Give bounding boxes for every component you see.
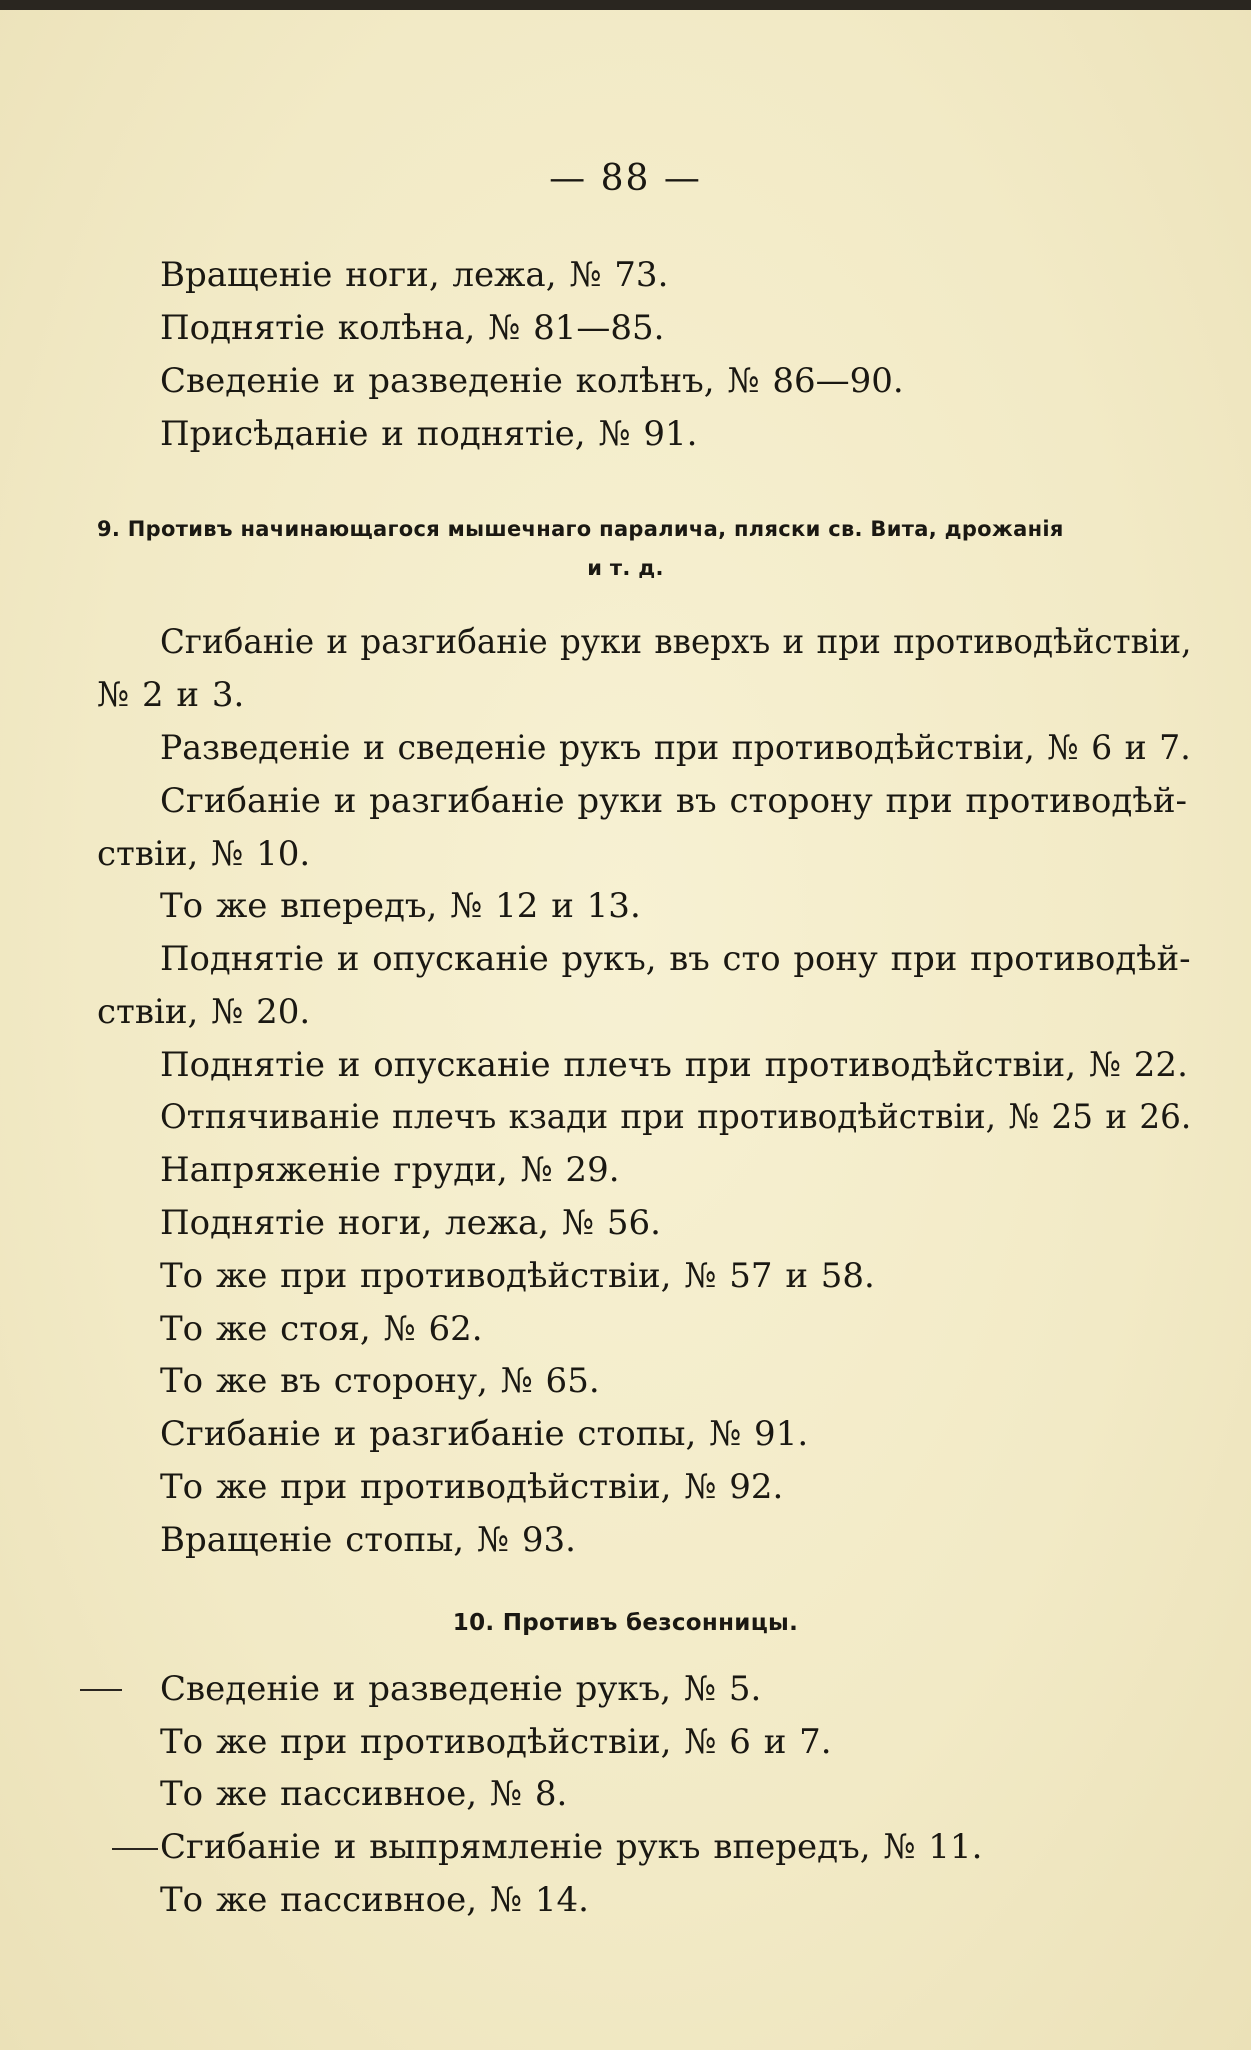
text-line: Вращеніе стопы, № 93. bbox=[160, 1520, 576, 1560]
text-line: Сведеніе и разведеніе рукъ, № 5. bbox=[160, 1669, 762, 1709]
text-line: Присѣданіе и поднятіе, № 91. bbox=[160, 414, 698, 454]
section-heading-cont: и т. д. bbox=[587, 556, 664, 580]
text-line: Напряженіе груди, № 29. bbox=[160, 1150, 620, 1190]
text-line: То же пассивное, № 14. bbox=[160, 1880, 589, 1920]
margin-mark bbox=[112, 1848, 158, 1850]
text-line: Поднятіе и опусканіе рукъ, въ сто рону при противодѣй- bbox=[160, 939, 1191, 979]
text-line: Поднятіе и опусканіе плечъ при противодѣйствіи, № 22. bbox=[160, 1045, 1188, 1085]
text-line: ствіи, № 10. bbox=[97, 834, 311, 874]
text-line: Сгибаніе и разгибаніе руки въ сторону при противодѣй- bbox=[160, 781, 1187, 821]
scan-edge bbox=[0, 0, 1251, 10]
text-line: То же въ сторону, № 65. bbox=[160, 1361, 600, 1401]
text-line: То же пассивное, № 8. bbox=[160, 1774, 568, 1814]
text-line: Поднятіе колѣна, № 81—85. bbox=[160, 308, 665, 348]
text-line: То же при противодѣйствіи, № 92. bbox=[160, 1467, 784, 1507]
section-heading: 9. Противъ начинающагося мышечнаго паралича, пляски св. Вита, дрожанія bbox=[97, 517, 1064, 541]
margin-mark bbox=[80, 1689, 122, 1691]
text-line: Сгибаніе и разгибаніе руки вверхъ и при противодѣйствіи, bbox=[160, 622, 1192, 662]
text-line: То же впередъ, № 12 и 13. bbox=[160, 886, 641, 926]
text-line: Сведеніе и разведеніе колѣнъ, № 86—90. bbox=[160, 361, 904, 401]
text-line: Разведеніе и сведеніе рукъ при противодѣйствіи, № 6 и 7. bbox=[160, 728, 1191, 768]
text-line: То же при противодѣйствіи, № 6 и 7. bbox=[160, 1722, 832, 1762]
text-line: Поднятіе ноги, лежа, № 56. bbox=[160, 1203, 661, 1243]
text-line: То же при противодѣйствіи, № 57 и 58. bbox=[160, 1256, 875, 1296]
page-number: — 88 — bbox=[549, 158, 702, 199]
section-heading: 10. Противъ безсонницы. bbox=[452, 1610, 799, 1636]
text-line: Сгибаніе и выпрямленіе рукъ впередъ, № 11. bbox=[160, 1827, 983, 1867]
text-line: Вращеніе ноги, лежа, № 73. bbox=[160, 255, 669, 295]
text-line: Отпячиваніе плечъ кзади при противодѣйствіи, № 25 и 26. bbox=[160, 1097, 1192, 1137]
text-line: Сгибаніе и разгибаніе стопы, № 91. bbox=[160, 1414, 809, 1454]
text-line: То же стоя, № 62. bbox=[160, 1309, 483, 1349]
text-line: № 2 и 3. bbox=[97, 675, 245, 715]
text-line: ствіи, № 20. bbox=[97, 992, 311, 1032]
